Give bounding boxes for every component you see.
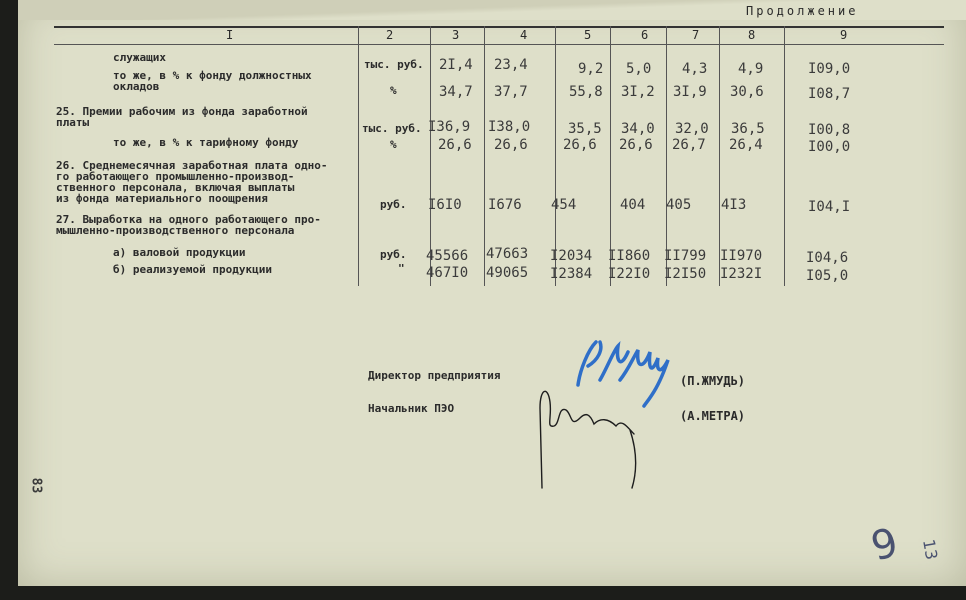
director-name: (П.ЖМУДЬ)	[680, 374, 746, 388]
column-divider	[784, 26, 785, 286]
unit-cell: руб.	[380, 198, 407, 211]
column-header: 3	[452, 28, 461, 42]
table-cell: 467I0	[426, 265, 469, 281]
table-cell: 45566	[426, 248, 469, 264]
row-label: 26. Среднемесячная заработная плата одно-	[56, 159, 328, 172]
table-cell: I09,0	[808, 61, 851, 77]
unit-cell: тыс. руб.	[364, 58, 424, 71]
table-cell: I6I0	[428, 197, 462, 213]
table-cell: 34,7	[439, 84, 473, 100]
row-label: го работающего промышленно-производ-	[56, 170, 295, 183]
table-cell: 4,3	[682, 61, 708, 77]
table-cell: 9,2	[578, 61, 604, 77]
row-label: окладов	[113, 80, 160, 93]
table-cell: 26,4	[729, 137, 763, 153]
table-top-rule	[54, 26, 944, 28]
table-cell: I05,0	[806, 268, 849, 284]
director-title: Директор предприятия	[368, 369, 501, 382]
column-header: 4	[520, 28, 529, 42]
row-label: б) реализуемой продукции	[113, 263, 272, 276]
row-label: мышленно-производственного персонала	[56, 224, 295, 237]
column-divider	[666, 26, 667, 286]
table-cell: 47663	[486, 246, 529, 262]
row-label: ственного персонала, включая выплаты	[56, 181, 295, 194]
table-cell: 49065	[486, 265, 529, 281]
row-label: то же, в % к тарифному фонду	[113, 136, 299, 149]
table-cell: I38,0	[488, 119, 531, 135]
table-cell: 34,0	[621, 121, 655, 137]
table-cell: 30,6	[730, 84, 764, 100]
table-cell: I08,7	[808, 86, 851, 102]
table-cell: I676	[488, 197, 522, 213]
table-cell: I00,8	[808, 122, 851, 138]
head-title: Начальник ПЭО	[368, 402, 455, 415]
table-cell: I00,0	[808, 139, 851, 155]
table-cell: 404	[620, 197, 646, 213]
unit-cell: %	[390, 138, 397, 151]
row-label: платы	[56, 116, 90, 129]
table-cell: I04,6	[806, 250, 849, 266]
page-number-corner: 13	[919, 537, 942, 562]
table-cell: I22I0	[608, 266, 651, 282]
table-cell: 26,6	[563, 137, 597, 153]
row-label: служащих	[113, 51, 166, 64]
table-cell: 37,7	[494, 84, 528, 100]
table-cell: 35,5	[568, 121, 602, 137]
table-cell: I2034	[550, 248, 593, 264]
column-divider	[430, 26, 431, 286]
table-cell: I36,9	[428, 119, 471, 135]
column-header: 6	[641, 28, 650, 42]
table-cell: II970	[720, 248, 763, 264]
table-cell: I04,I	[808, 199, 851, 215]
column-header: 9	[840, 28, 849, 42]
table-cell: 4I3	[721, 197, 747, 213]
column-header: 8	[748, 28, 757, 42]
column-divider	[610, 26, 611, 286]
table-cell: 3I,9	[673, 84, 707, 100]
table-cell: II860	[608, 248, 651, 264]
table-cell: 26,7	[672, 137, 706, 153]
table-cell: 5,0	[626, 61, 652, 77]
table-cell: 2I,4	[439, 57, 473, 73]
table-cell: 454	[551, 197, 577, 213]
column-divider	[484, 26, 485, 286]
table-cell: 4,9	[738, 61, 764, 77]
table-cell: I2384	[550, 266, 593, 282]
head-name: (А.МЕТРА)	[680, 409, 746, 423]
continuation-label: Продолжение	[746, 4, 859, 18]
row-label: 25. Премии рабочим из фонда заработной	[56, 105, 308, 118]
table-cell: 32,0	[675, 121, 709, 137]
table-cell: I2I50	[664, 266, 707, 282]
row-label: то же, в % к фонду должностных	[113, 69, 312, 82]
page-number-handwritten: 9	[866, 519, 903, 571]
table-cell: 26,6	[619, 137, 653, 153]
table-cell: 26,6	[438, 137, 472, 153]
column-divider	[719, 26, 720, 286]
table-cell: 26,6	[494, 137, 528, 153]
column-divider	[358, 26, 359, 286]
table-header-rule	[54, 44, 944, 45]
column-divider	[555, 26, 556, 286]
row-label: из фонда материального поощрения	[56, 192, 268, 205]
table-cell: 36,5	[731, 121, 765, 137]
document-page	[18, 0, 966, 586]
head-signature	[536, 378, 656, 493]
table-cell: 55,8	[569, 84, 603, 100]
unit-cell: руб.	[380, 248, 407, 261]
column-header: I	[226, 28, 235, 42]
unit-cell: %	[390, 84, 397, 97]
table-cell: 405	[666, 197, 692, 213]
table-cell: 23,4	[494, 57, 528, 73]
column-header: 2	[386, 28, 395, 42]
row-label: 27. Выработка на одного работающего про-	[56, 213, 321, 226]
table-cell: 3I,2	[621, 84, 655, 100]
table-cell: I232I	[720, 266, 763, 282]
unit-cell: "	[398, 262, 405, 275]
table-cell: II799	[664, 248, 707, 264]
column-header: 5	[584, 28, 593, 42]
column-header: 7	[692, 28, 701, 42]
page-mark-left: 83	[28, 477, 44, 494]
row-label: а) валовой продукции	[113, 246, 246, 259]
unit-cell: тыс. руб.	[362, 122, 422, 135]
